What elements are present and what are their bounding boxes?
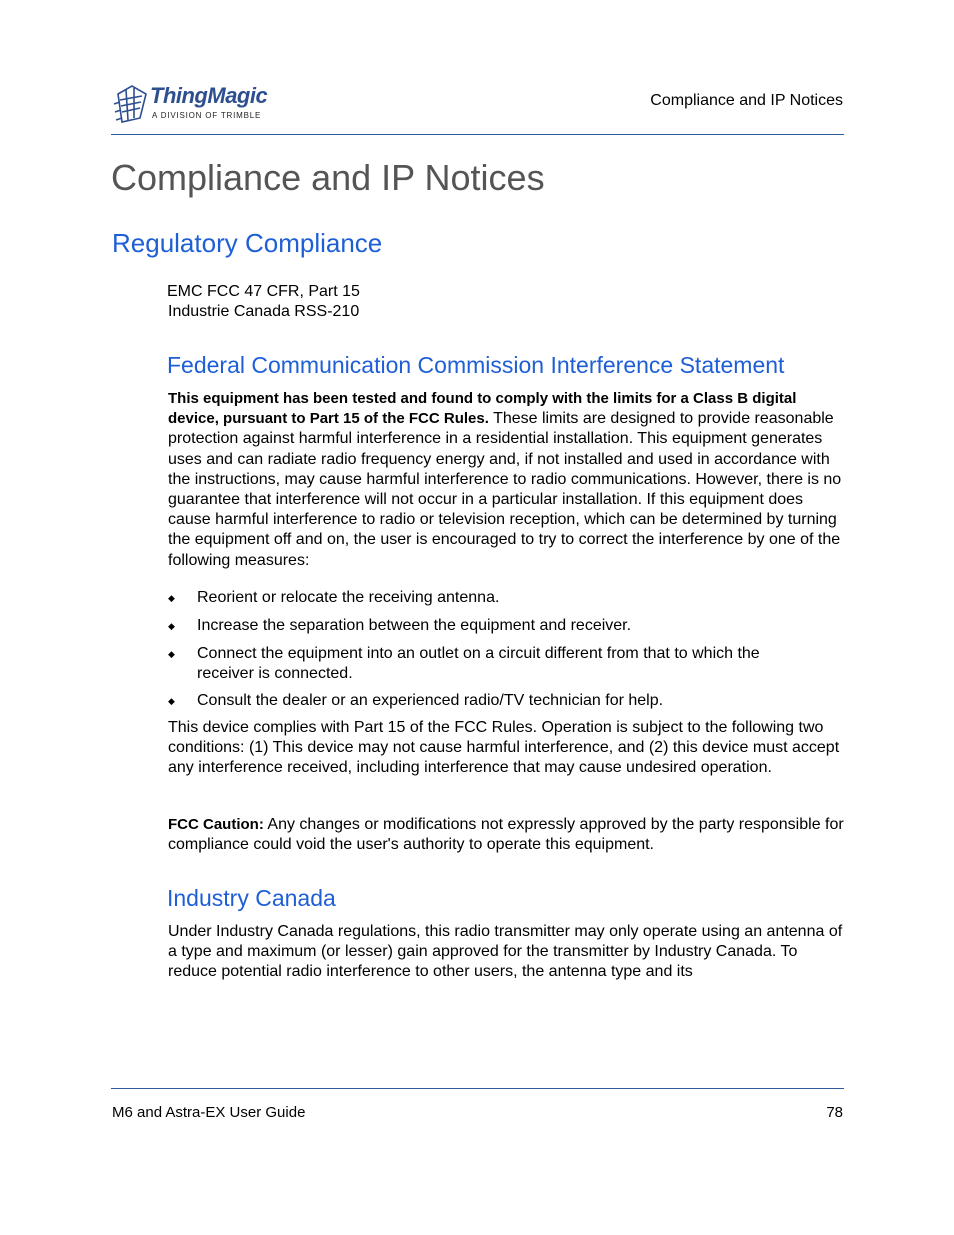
logo-wordmark: ThingMagic [150,83,268,108]
page-title: Compliance and IP Notices [111,157,545,198]
page-number: 78 [826,1104,843,1121]
list-item: ◆ Reorient or relocate the receiving antenna. [168,589,500,606]
diamond-bullet-icon: ◆ [168,621,175,631]
industry-canada-paragraph: Under Industry Canada regulations, this radio transmitter may only operate using an antenna of a type and maximum (or lesser) gain approved for the transmitter by Industry Canada. To reduce potential radio interference to other users, the antenna type and its [168,923,843,981]
standard-ic: Industrie Canada RSS-210 [168,303,360,320]
fcc-caution-text: Any changes or modifications not expressly approved by the party responsible for compliance could void the user's authority to operate this equipment. [168,816,844,854]
fcc-caution-paragraph [168,815,844,855]
list-item: ◆ Consult the dealer or an experienced radio/TV technician for help. [168,692,664,709]
fcc-intro-paragraph [168,389,844,571]
list-item: ◆ Increase the separation between the equipment and receiver. [168,617,632,634]
list-item: ◆ Connect the equipment into an outlet on a circuit different from that to which the receiver is connected. [168,645,760,682]
fcc-conditions-paragraph: This device complies with Part 15 of the FCC Rules. Operation is subject to the following two conditions: (1) This device may not cause harmful interference, and (2) this device must accept any interference received, including interference that may cause undesired operation. [168,719,840,777]
header-rule [111,134,844,135]
fcc-heading: Federal Communication Commission Interference Statement [167,352,785,378]
diamond-bullet-icon: ◆ [168,593,175,603]
logo-tagline: A DIVISION OF TRIMBLE [152,111,262,120]
fcc-caution-label: FCC Caution: [168,816,264,833]
industry-canada-heading: Industry Canada [167,885,336,911]
standard-fcc: EMC FCC 47 CFR, Part 15 [167,283,360,300]
logo-emblem-icon [112,78,150,128]
regulatory-heading: Regulatory Compliance [112,228,383,258]
fcc-intro-text: These limits are designed to provide reasonable protection against harmful interference in a residential installation. This equipment generates uses and can radiate radio frequency energy and, if not installed and used in accordance with the instructions, may cause harmful interference to radio communications. However, there is no guarantee that interference will not occur in a particular installation. If this equipment does cause harmful interference to radio or television reception, which can be determined by turning the equipment off and on, the user is encouraged to try to correct the interference by one of the following measures: [168,410,842,569]
diamond-bullet-icon: ◆ [168,696,175,706]
footer-rule [111,1088,844,1089]
footer-guide-name: M6 and Astra-EX User Guide [112,1104,306,1121]
fcc-intro-bold: This equipment has been tested and found to comply with the limits for a Class B digital device, pursuant to Part 15 of the FCC Rules. [168,390,797,428]
measures-list [168,588,844,711]
diamond-bullet-icon: ◆ [168,649,175,659]
running-header: Compliance and IP Notices [650,92,843,109]
thingmagic-logo [112,78,282,130]
